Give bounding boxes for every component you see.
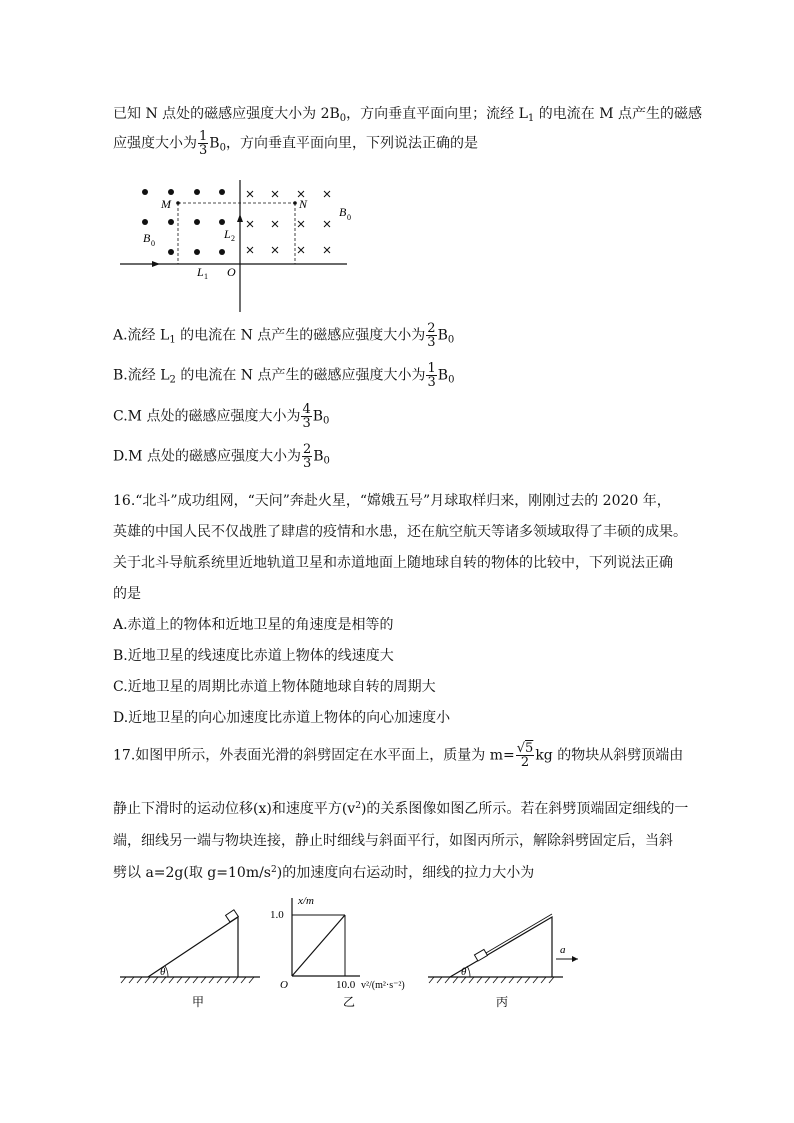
- sqrt-arg: 5: [525, 741, 534, 756]
- y-tick-label: 1.0: [270, 909, 284, 921]
- frac-den: 3: [302, 416, 311, 431]
- dashed-lines: [178, 203, 295, 264]
- rope: [486, 914, 552, 953]
- q17-line1-post: kg 的物块从斜劈顶端由: [535, 747, 684, 764]
- label-b0-left-sub: 0: [151, 239, 155, 248]
- q17-figure-jia: [120, 905, 260, 1015]
- frac-den: 2: [520, 755, 530, 770]
- q15-option-b: [113, 362, 454, 389]
- q17-figure-yi: [270, 890, 430, 1015]
- theta-bing: θ: [461, 966, 467, 978]
- q15-line2: [113, 130, 478, 157]
- q15-field-figure: [115, 180, 355, 315]
- frac-num: 4: [302, 402, 311, 417]
- frac-den: 3: [302, 456, 312, 471]
- q15-line2-post: ，方向垂直平面向里，下列说法正确的是: [225, 135, 478, 152]
- theta-jia: θ: [160, 966, 166, 978]
- q16-option-d: D.近地卫星的向心加速度比赤道上物体的向心加速度小: [113, 710, 451, 726]
- frac-num: 1: [427, 361, 436, 376]
- opt-prefix: D.M 点处的磁感应强度大小为: [113, 448, 301, 465]
- opt-text: 的电流在 N 点产生的磁感应强度大小为: [175, 327, 426, 344]
- q17-line3: 端，细线另一端与物块连接，静止时细线与斜面平行，如图丙所示，解除斜劈固定后，当斜: [113, 833, 673, 849]
- q17-line2-pre: 静止下滑时的运动位移(x)和速度平方(v: [113, 801, 356, 817]
- opt-b-sub: 0: [448, 374, 455, 386]
- q15-line1: [113, 103, 702, 124]
- opt-sub: 2: [169, 374, 176, 386]
- label-l1: L: [197, 265, 204, 279]
- frac-den: 3: [427, 375, 436, 390]
- q16-line2: 英雄的中国人民不仅战胜了肆虐的疫情和水患，还在航空航天等诸多领域取得了丰硕的成果。: [113, 524, 687, 540]
- q15-line1-pre: 已知 N 点处的磁感应强度大小为 2B: [113, 106, 340, 122]
- q15-line2-fraction: [198, 130, 208, 157]
- l1-arrow: [152, 261, 160, 267]
- data-line: [292, 915, 345, 976]
- q17-mass-fraction: [516, 742, 535, 769]
- opt-b: B: [312, 408, 324, 425]
- accel-label: a: [560, 944, 566, 956]
- frac-num: √5: [516, 741, 534, 756]
- opt-b-sub: 0: [323, 455, 330, 467]
- q16-option-c: C.近地卫星的周期比赤道上物体随地球自转的周期大: [113, 679, 436, 695]
- q15-line2-b: B: [209, 135, 220, 152]
- opt-text: 的电流在 N 点产生的磁感应强度大小为: [175, 367, 426, 384]
- opt-b: B: [313, 448, 324, 465]
- q17-line4-pre: 劈以 a=2g(取 g=10m/s: [113, 865, 271, 881]
- label-b0-right: B: [339, 205, 347, 219]
- frac-den: 3: [427, 335, 436, 350]
- q16-option-a: A.赤道上的物体和近地卫星的角速度是相等的: [113, 617, 394, 633]
- point-m: [176, 201, 180, 205]
- q15-option-a: [113, 322, 454, 349]
- label-n: N: [299, 197, 308, 211]
- q17-figure-bing: [428, 905, 588, 1015]
- q17-line2-post: )的关系图像如图乙所示。若在斜劈顶端固定细线的一: [360, 801, 689, 817]
- frac-den: 3: [199, 143, 208, 158]
- label-l2: L: [224, 227, 231, 241]
- l2-arrow: [237, 214, 243, 222]
- label-m: M: [161, 197, 171, 211]
- opt-fraction: [302, 443, 312, 470]
- q16-option-b: B.近地卫星的线速度比赤道上物体的线速度大: [113, 648, 394, 664]
- q15-line2-pre: 应强度大小为: [113, 135, 197, 152]
- field-crosses: [247, 191, 330, 253]
- opt-b: B: [437, 367, 449, 384]
- q15-line1-mid: ，方向垂直平面向里；流经 L: [346, 106, 528, 122]
- q17-line4-post: )的加速度向右运动时，细线的拉力大小为: [276, 865, 535, 881]
- opt-prefix: A.流经 L: [113, 327, 170, 344]
- q15-line1-sub: 0: [339, 113, 347, 124]
- opt-prefix: B.流经 L: [113, 367, 170, 384]
- caption-jia: 甲: [192, 995, 205, 1009]
- q16-line4: 的是: [113, 586, 141, 602]
- q15-option-c: [113, 403, 329, 430]
- label-l2-sub: 2: [231, 234, 235, 243]
- opt-fraction: [426, 322, 436, 349]
- frac-num: 1: [199, 129, 208, 144]
- frac-num: 2: [427, 321, 436, 336]
- opt-fraction: [301, 403, 311, 430]
- opt-b: B: [437, 327, 448, 344]
- q15-option-d: [113, 443, 330, 470]
- block-bing: [474, 949, 487, 961]
- block-jia: [226, 910, 239, 922]
- label-l1-sub: 1: [204, 272, 208, 281]
- point-n: [293, 201, 297, 205]
- q16-line3: 关于北斗导航系统里近地轨道卫星和赤道地面上随地球自转的物体的比较中，下列说法正确: [113, 555, 673, 571]
- opt-sub: 1: [169, 334, 176, 346]
- label-b0-right-sub: 0: [347, 213, 351, 222]
- q16-line1: 16.“北斗”成功组网，“天问”奔赴火星，“嫦娥五号”月球取样归来，刚刚过去的 2020 年，: [113, 493, 671, 509]
- opt-b-sub: 0: [323, 415, 330, 427]
- opt-fraction: [426, 362, 436, 389]
- ground-hatch: [429, 977, 554, 983]
- q17-line2: [113, 798, 688, 818]
- label-o: O: [227, 265, 236, 279]
- y-axis-label: x/m: [298, 895, 314, 907]
- q17-line1: [113, 742, 683, 769]
- q15-line1-post: 的电流在 M 点产生的磁感: [534, 106, 702, 122]
- origin-label: O: [280, 979, 288, 991]
- opt-b-sub: 0: [447, 334, 455, 346]
- q17-line1-pre: 17.如图甲所示，外表面光滑的斜劈固定在水平面上，质量为 m=: [113, 747, 515, 764]
- frac-num: 2: [302, 442, 312, 457]
- q15-line1-sub2: 1: [527, 113, 535, 124]
- q17-line4-sup: 2: [271, 865, 277, 875]
- label-b0-left: B: [143, 231, 151, 245]
- q15-line2-b-sub: 0: [219, 142, 226, 154]
- q17-line4: [113, 862, 534, 882]
- caption-yi: 乙: [343, 995, 356, 1009]
- x-axis-label: v²/(m²·s⁻²): [361, 980, 405, 991]
- x-tick-label: 10.0: [336, 979, 356, 991]
- caption-bing: 丙: [496, 995, 509, 1009]
- ground-hatch: [121, 977, 254, 983]
- q17-line2-sup: 2: [355, 801, 361, 811]
- opt-prefix: C.M 点处的磁感应强度大小为: [113, 408, 301, 425]
